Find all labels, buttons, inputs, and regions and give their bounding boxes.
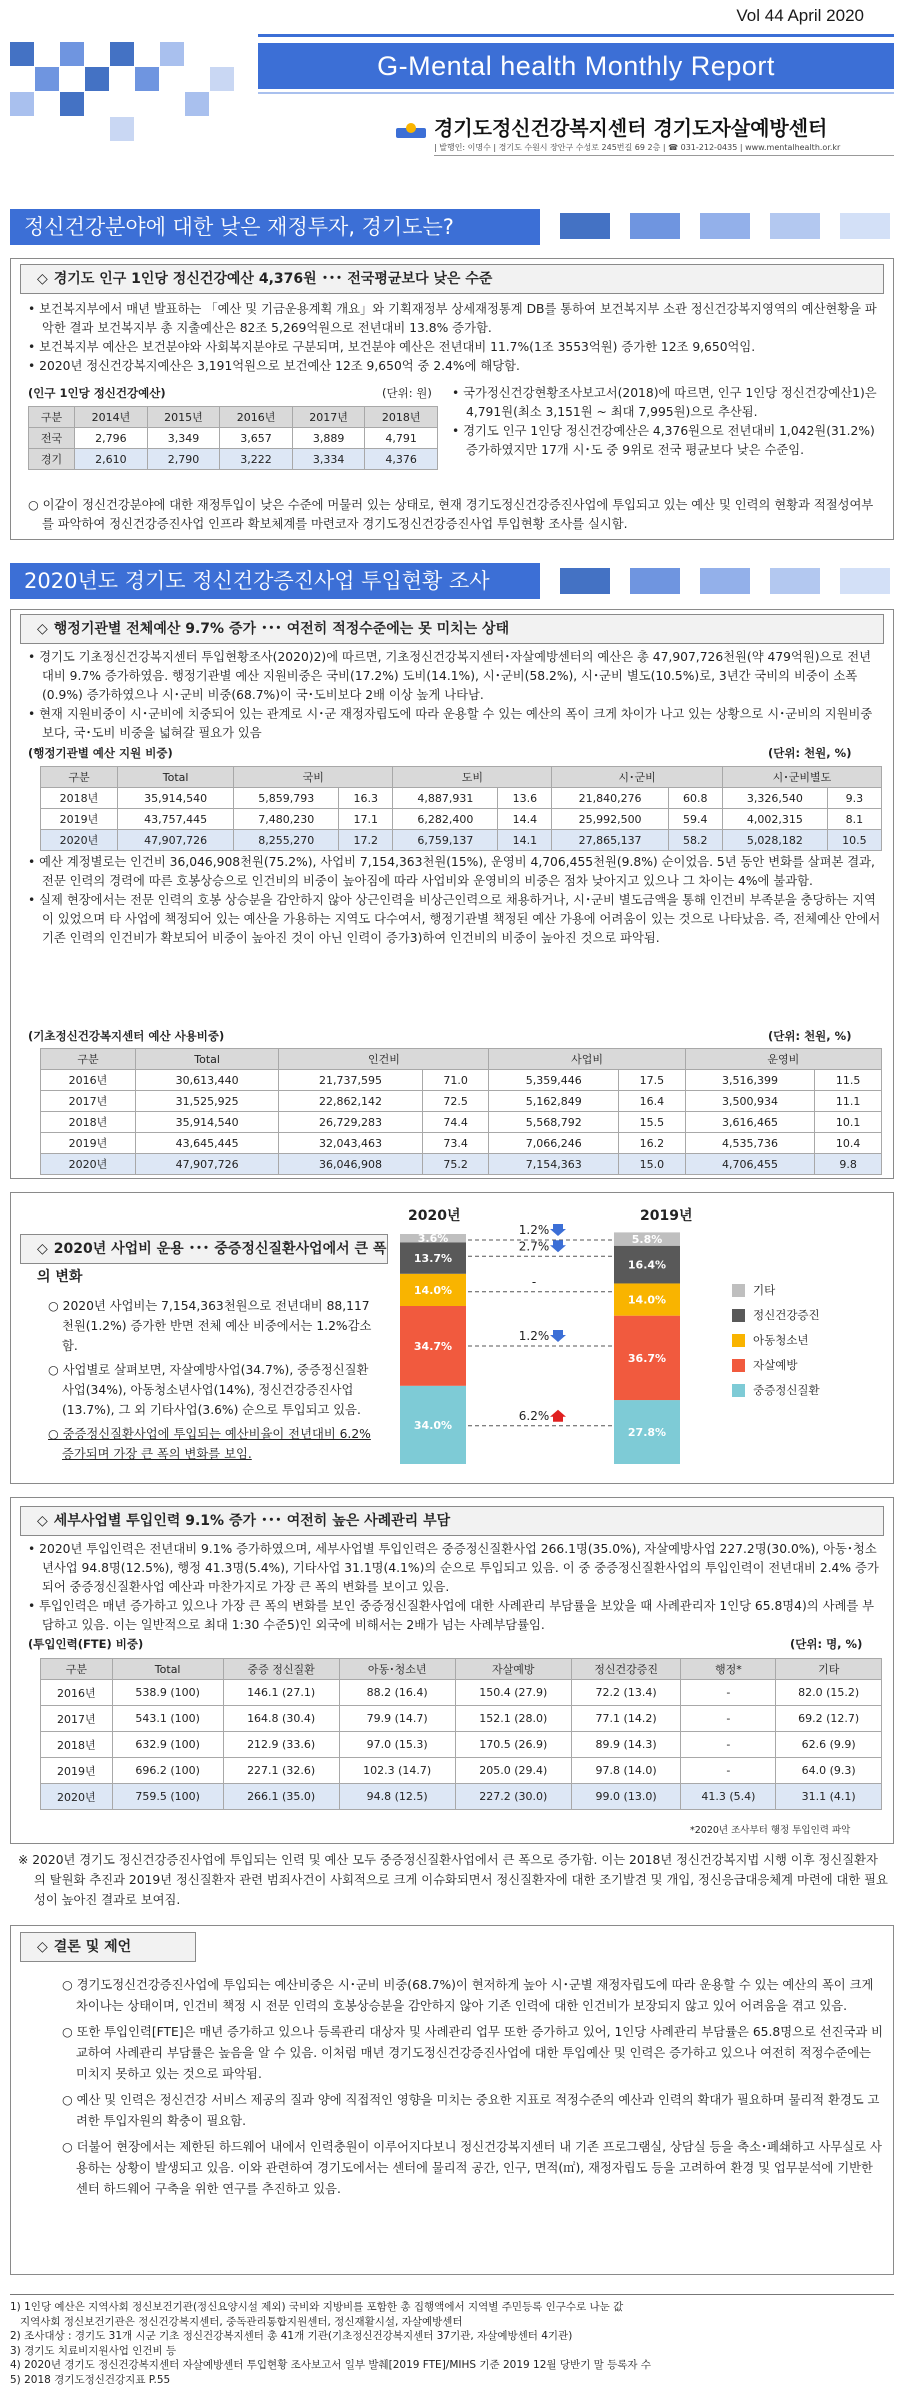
table-caption: (인구 1인당 정신건강예산)	[28, 386, 166, 400]
section-1-heading: ◇ 경기도 인구 1인당 정신건강예산 4,376원 ･･･ 전국평균보다 낮은 수준	[20, 264, 884, 294]
table-cell: 47,907,726	[117, 830, 233, 851]
footnote-divider	[10, 2294, 894, 2295]
section-3-heading: ◇ 2020년 사업비 운용 ･･･ 중증정신질환사업에서 큰 폭의 변화	[20, 1234, 388, 1264]
table-cell: -	[681, 1706, 776, 1732]
table-cell: 13.6	[498, 788, 552, 809]
table-cell: 구분	[41, 1049, 136, 1070]
table-cell: 14.4	[498, 809, 552, 830]
table-caption: (기초정신건강복지센터 예산 사용비중)	[28, 1029, 225, 1043]
section-4-heading: ◇ 세부사업별 투입인력 9.1% 증가 ･･･ 여전히 높은 사례관리 부담	[20, 1506, 884, 1536]
section-1-conclusion: ○ 이같이 정신건강분야에 대한 재정투입이 낮은 수준에 머물러 있는 상태로, 현재 경기도정신건강증진사업에 투입되고 있는 예산 및 인력의 현황과 적절성여부를 파악하여 정신건강증진사업 인프라 확보체계를 마련코자 경기도정신건강증진사업 투입현황 조사를 실시함.	[28, 498, 874, 531]
table-cell: 3,516,399	[685, 1070, 814, 1091]
table-cell: 국비	[234, 767, 393, 788]
table-cell: 2018년	[365, 407, 438, 428]
table-cell: 2,610	[75, 449, 148, 470]
section-1-right-bullets	[452, 384, 882, 460]
section-2-heading: ◇ 행정기관별 전체예산 9.7% 증가 ･･･ 여전히 적정수준에는 못 미치는 상태	[20, 614, 884, 644]
table-cell: 170.5 (26.9)	[455, 1732, 571, 1758]
table-cell: 7,480,230	[234, 809, 339, 830]
table-cell: 3,222	[220, 449, 293, 470]
table-cell: 기타	[776, 1659, 882, 1680]
table-cell: 5,359,446	[489, 1070, 618, 1091]
change-annotation: 1.2%	[518, 1223, 550, 1237]
section-4-bullets: • 2020년 투입인력은 전년대비 9.1% 증가하였으며, 세부사업별 투입인력은 중증정신질환사업 266.1명(35.0%), 자살예방사업 227.2명(30.0%), 아동･청소년사업 94.8명(12.5%), 행정 41.3명(5.4%), 기타사업 31.1명(4.1%)의 순으로 투입되고 있음. 이 중 중증정신질환사업의 투입인력이 전년대비 2.4% 증가되어 중증정신질환사업 예산과 마찬가지로 가장 큰 폭의 변화를 보이고 있음. • 투입인력은 매년 증가하고 있으나 가장 큰 폭의 변화를 보인 중증정신질환사업에 대한 사례관리 부담률을 보았을 때 사례관리자 1인당 65.8명4)의 사례를 부담하고 있음. 이는 일반적으로 최대 1:30 수준5)인 외국에 비해서는 2배가 넘는 사례부담률임.	[28, 1542, 879, 1632]
project-budget-stacked-chart	[390, 1222, 730, 1478]
table-cell: 아동･청소년	[339, 1659, 455, 1680]
table-cell: 14.1	[498, 830, 552, 851]
table-cell: 99.0 (13.0)	[571, 1784, 681, 1810]
table-cell: Total	[135, 1049, 278, 1070]
volume-date: Vol 44 April 2020	[736, 6, 864, 25]
table-cell: 9.3	[827, 788, 881, 809]
table-cell: 2018년	[41, 1112, 136, 1133]
table-cell: 3,500,934	[685, 1091, 814, 1112]
table-cell: 72.2 (13.4)	[571, 1680, 681, 1706]
table-unit: (단위: 천원, %)	[768, 1029, 852, 1043]
arrow-down-icon	[550, 1224, 566, 1236]
table-cell: 중증 정신질환	[223, 1659, 339, 1680]
footnotes: 1) 1인당 예산은 지역사회 정신보건기관(정신요양시설 제외) 국비와 지방비를 포함한 총 집행액에서 지역별 주민등록 인구수로 나눈 값 지역사회 정신보건기관은 정신건강복지센터, 중독관리통합지원센터, 정신재활시설, 자살예방센터 2) 조사대상 : 경기도 31개 시군 기초 정신건강복지센터 총 41개 기관(기초정신건강복지센터 37기관, 자살예방센터 4기관) 3) 경기도 치료비지원사업 인건비 등 4) 2020년 경기도 정신건강복지센터 자살예방센터 투입현황 조사보고서 일부 발췌[2019 FTE]/MIHS 기준 2019 12월 당반기 말 등록자 수 5) 2018 경기도정신건강지표 P.55	[10, 2301, 652, 2386]
table-cell: 구분	[41, 1659, 113, 1680]
table-cell: 58.2	[668, 830, 722, 851]
table-cell: 75.2	[422, 1154, 489, 1175]
table-cell: 운영비	[685, 1049, 881, 1070]
table-cell: 2016년	[41, 1070, 136, 1091]
table-cell: 3,889	[292, 428, 365, 449]
table-cell: 89.9 (14.3)	[571, 1732, 681, 1758]
table-cell: 36,046,908	[279, 1154, 422, 1175]
table-cell: 2018년	[41, 788, 118, 809]
table-cell: 2019년	[41, 1758, 113, 1784]
table-cell: 205.0 (29.4)	[455, 1758, 571, 1784]
table-cell: 74.4	[422, 1112, 489, 1133]
table-cell: 구분	[29, 407, 75, 428]
table-cell: 543.1 (100)	[112, 1706, 223, 1732]
table-caption: (투입인력(FTE) 비중)	[28, 1637, 144, 1651]
legend-item-promotion: 정신건강증진	[732, 1307, 820, 1323]
table-cell: 212.9 (33.6)	[223, 1732, 339, 1758]
section-5-bullets: ○ 경기도정신건강증진사업에 투입되는 예산비중은 시･군비 비중(68.7%)이 현저하게 높아 시･군별 재정자립도에 따라 운용할 수 있는 예산의 폭이 크게 차이나는 상태이며, 인건비 책정 시 전문 인력의 호봉상승분을 감안하지 않아 기존 인력에 대한 인건비가 보장되지 않고 있어 어려움을 겪고 있음. ○ 또한 투입인력[FTE]은 매년 증가하고 있으나 등록관리 대상자 및 사례관리 업무 또한 증가하고 있어, 1인당 사례관리 부담률은 65.8명으로 선진국과 비교하여 사례관리 부담률은 높음을 알 수 있음. 이처럼 매년 경기도정신건강증진사업에 대한 투입예산 및 인력은 증가하고 있으나 여전히 적정수준에는 미치지 못하고 있는 것으로 파악됨. ○ 예산 및 인력은 정신건강 서비스 제공의 질과 양에 직접적인 영향을 미치는 중요한 지표로 적정수준의 예산과 인력의 확대가 필요하며 물리적 환경도 고려한 투입자원의 확충이 필요함. ○ 더불어 현장에서는 제한된 하드웨어 내에서 인력충원이 이루어지다보니 정신건강복지센터 내 기존 프로그램실, 상담실 등을 축소･폐쇄하고 사무실로 사용하는 상황이 발생되고 있음. 이와 관련하여 경기도에서는 센터에 물리적 공간, 인구, 면적(㎡), 재정자립도 등을 고려하여 환경 및 업무분석에 기반한 센터 하드웨어 구축을 위한 연구를 추진하고 있음.	[62, 1978, 884, 2196]
table-cell: 15.5	[618, 1112, 685, 1133]
table-cell: -	[681, 1732, 776, 1758]
table-cell: 227.1 (32.6)	[223, 1758, 339, 1784]
change-annotation: -	[531, 1274, 537, 1289]
table-cell: 47,907,726	[135, 1154, 278, 1175]
table-cell: 17.5	[618, 1070, 685, 1091]
table-cell: 2016년	[220, 407, 293, 428]
table-cell: 60.8	[668, 788, 722, 809]
table-cell: 10.5	[827, 830, 881, 851]
table-cell: 97.8 (14.0)	[571, 1758, 681, 1784]
table-cell: 16.2	[618, 1133, 685, 1154]
table-cell: 82.0 (15.2)	[776, 1680, 882, 1706]
table-cell: 8.1	[827, 809, 881, 830]
table-cell: 2015년	[147, 407, 220, 428]
table-cell: 266.1 (35.0)	[223, 1784, 339, 1810]
table-unit: (단위: 원)	[382, 386, 432, 400]
table-cell: 구분	[41, 767, 118, 788]
table-cell: 62.6 (9.9)	[776, 1732, 882, 1758]
table-cell: 6,282,400	[393, 809, 498, 830]
table-cell: 6,759,137	[393, 830, 498, 851]
table-cell: 10.4	[815, 1133, 882, 1154]
table-cell: -	[681, 1680, 776, 1706]
table-cell: 59.4	[668, 809, 722, 830]
table-cell: 15.0	[618, 1154, 685, 1175]
table-cell: 27,865,137	[552, 830, 668, 851]
per-capita-budget-table	[28, 406, 438, 470]
table-cell: 696.2 (100)	[112, 1758, 223, 1784]
legend-swatch	[732, 1334, 745, 1347]
table-cell: 227.2 (30.0)	[455, 1784, 571, 1810]
table-cell: 10.1	[815, 1112, 882, 1133]
table-cell: 17.2	[339, 830, 393, 851]
bar-value-label: 5.8%	[631, 1233, 663, 1247]
bullet: • 보건복지부 예산은 보건분야와 사회복지분야로 구분되며, 보건분야 예산은 전년대비 11.7%(1조 3553억원) 증가한 12조 9,650억임.	[28, 340, 756, 354]
table-cell: 94.8 (12.5)	[339, 1784, 455, 1810]
organization-contact: | 발행인: 이명수 | 경기도 수원시 장안구 수성로 245번길 69 2층 | ☎ 031-212-0435 | www.mentalhealth.or.kr	[434, 143, 841, 152]
table-cell: 3,349	[147, 428, 220, 449]
table-cell: 43,757,445	[117, 809, 233, 830]
table-cell: 인건비	[279, 1049, 489, 1070]
bar-value-label: 13.7%	[413, 1252, 453, 1266]
table-cell: 2014년	[75, 407, 148, 428]
bar-value-label: 34.0%	[413, 1418, 453, 1432]
table-cell: 16.3	[339, 788, 393, 809]
bullet: • 경기도 인구 1인당 정신건강예산은 4,376원으로 전년대비 1,042원(31.2%) 증가하였지만 17개 시･도 중 9위로 전국 평균보다 낮은 수준임.	[452, 424, 875, 457]
section-1-bullets	[28, 300, 882, 376]
bullet: • 보건복지부에서 매년 발표하는 「예산 및 기금운용계획 개요」와 기획재정부 상세재정통계 DB를 통하여 보건복지부 소관 정신건강복지영역의 예산현황을 파악한 결과 보건복지부 총 지출예산은 82조 5,269억원으로 전년대비 13.8% 증가함.	[28, 302, 877, 335]
table-cell: 7,066,246	[489, 1133, 618, 1154]
table-cell: 30,613,440	[135, 1070, 278, 1091]
header-title-underline	[258, 92, 894, 94]
table-cell: 72.5	[422, 1091, 489, 1112]
table-cell: 759.5 (100)	[112, 1784, 223, 1810]
table-cell: 2018년	[41, 1732, 113, 1758]
organization-name: 경기도정신건강복지센터 경기도자살예방센터	[434, 116, 828, 140]
table-cell: 16.4	[618, 1091, 685, 1112]
table-cell: 632.9 (100)	[112, 1732, 223, 1758]
section-2-bullets-2: • 예산 계정별로는 인건비 36,046,908천원(75.2%), 사업비 7,154,363천원(15%), 운영비 4,706,455천원(9.8%) 순이었음. 5년 동안 변화를 살펴본 결과, 전문 인력의 경력에 따른 호봉상승으로 인건비의 비중이 높아짐에 따라 사업비와 운영비의 비중은 점차 낮아지고 있으나 그 차이는 4%에 불과함. • 실제 현장에서는 전문 인력의 호봉 상승분을 감안하지 않아 상근인력을 비상근인력으로 채용하거나, 시･군비 별도금액을 통해 인건비 부족분을 충당하는 지역이 있었으며 타 사업에 책정되어 있는 예산을 가용하는 지역도 다수여서, 행정기관별 책정된 예산 가용에 어려움이 있는 것으로 나타났음. 즉, 전체예산 안에서 기존 인력의 인건비가 확보되어 비중이 높아진 것이 아닌 인력이 증가3)하여 인건비의 비중이 높아진 것으로 파악됨.	[28, 855, 881, 945]
chart-cat-label-2019: 2019년	[640, 1208, 693, 1224]
legend-swatch	[732, 1309, 745, 1322]
table-cell: 79.9 (14.7)	[339, 1706, 455, 1732]
bullet: • 2020년 정신건강복지예산은 3,191억원으로 보건예산 12조 9,650억 중 2.4%에 해당함.	[28, 359, 520, 373]
legend-swatch	[732, 1284, 745, 1297]
bar-value-label: 14.0%	[413, 1283, 453, 1297]
table-cell: 11.1	[815, 1091, 882, 1112]
table-cell: 31,525,925	[135, 1091, 278, 1112]
table-cell: 69.2 (12.7)	[776, 1706, 882, 1732]
table-cell: Total	[117, 767, 233, 788]
table-cell: 146.1 (27.1)	[223, 1680, 339, 1706]
table-note: *2020년 조사부터 행정 투입인력 파악	[690, 1825, 851, 1836]
arrow-down-icon	[550, 1240, 566, 1252]
table-cell: 8,255,270	[234, 830, 339, 851]
table-cell: 2017년	[41, 1706, 113, 1732]
center-logo-icon	[394, 120, 428, 142]
table-cell: 11.5	[815, 1070, 882, 1091]
table-cell: 3,657	[220, 428, 293, 449]
table-cell: 정신건강증진	[571, 1659, 681, 1680]
table-cell: Total	[112, 1659, 223, 1680]
section-title-1: 정신건강분야에 대한 낮은 재정투자, 경기도는?	[10, 209, 540, 245]
legend-item-etc: 기타	[732, 1282, 775, 1298]
table-cell: 21,737,595	[279, 1070, 422, 1091]
table-cell: 32,043,463	[279, 1133, 422, 1154]
table-cell: 전국	[29, 428, 75, 449]
table-cell: 31.1 (4.1)	[776, 1784, 882, 1810]
chart-cat-label-2020: 2020년	[408, 1208, 461, 1224]
summary-note: ※ 2020년 경기도 정신건강증진사업에 투입되는 인력 및 예산 모두 중증정신질환사업에서 큰 폭으로 증가함. 이는 2018년 정신건강복지법 시행 이후 정신질환자의 탈원화 추진과 2019년 정신질환자 관련 범죄사건이 사회적으로 크게 이슈화되면서 정신질환자에 대한 조기발견 및 개입, 정신응급대응체계 마련에 대한 필요성이 높아진 결과로 보여짐.	[18, 1853, 888, 1907]
table-cell: 2020년	[41, 830, 118, 851]
change-annotation: 1.2%	[518, 1328, 550, 1343]
table-cell: 2020년	[41, 1154, 136, 1175]
table-cell: 77.1 (14.2)	[571, 1706, 681, 1732]
table-cell: 5,162,849	[489, 1091, 618, 1112]
table-cell: 88.2 (16.4)	[339, 1680, 455, 1706]
table-cell: 25,992,500	[552, 809, 668, 830]
table-cell: 26,729,283	[279, 1112, 422, 1133]
table-cell: 73.4	[422, 1133, 489, 1154]
agency-budget-table	[40, 766, 882, 851]
report-title: G-Mental health Monthly Report	[258, 43, 894, 89]
table-cell: 2019년	[41, 809, 118, 830]
table-cell: 43,645,445	[135, 1133, 278, 1154]
table-cell: 경기	[29, 449, 75, 470]
table-cell: 2019년	[41, 1133, 136, 1154]
budget-usage-table	[40, 1048, 882, 1175]
table-cell: 538.9 (100)	[112, 1680, 223, 1706]
table-cell: 5,859,793	[234, 788, 339, 809]
table-cell: 4,535,736	[685, 1133, 814, 1154]
table-caption: (행정기관별 예산 지원 비중)	[28, 746, 173, 760]
bullet: • 국가정신건강현황조사보고서(2018)에 따르면, 인구 1인당 정신건강예산1)은 4,791원(최소 3,151원 ~ 최대 7,995원)으로 추산됨.	[452, 386, 877, 419]
table-cell: 도비	[393, 767, 552, 788]
table-cell: 3,326,540	[722, 788, 827, 809]
table-cell: 2017년	[41, 1091, 136, 1112]
header-bottom-line	[434, 155, 894, 156]
bar-value-label: 36.7%	[627, 1351, 667, 1365]
header-top-line	[258, 34, 894, 37]
table-cell: 35,914,540	[117, 788, 233, 809]
table-cell: 41.3 (5.4)	[681, 1784, 776, 1810]
table-cell: 22,862,142	[279, 1091, 422, 1112]
table-cell: 4,002,315	[722, 809, 827, 830]
table-cell: 5,028,182	[722, 830, 827, 851]
table-cell: 9.8	[815, 1154, 882, 1175]
table-cell: 자살예방	[455, 1659, 571, 1680]
bar-value-label: 27.8%	[627, 1426, 667, 1440]
table-cell: 3,616,465	[685, 1112, 814, 1133]
legend-swatch	[732, 1359, 745, 1372]
table-cell: 4,791	[365, 428, 438, 449]
table-cell: 35,914,540	[135, 1112, 278, 1133]
fte-staff-table	[40, 1658, 882, 1810]
table-unit: (단위: 명, %)	[790, 1637, 863, 1651]
change-annotation: 6.2%	[518, 1408, 550, 1423]
table-cell: 152.1 (28.0)	[455, 1706, 571, 1732]
legend-swatch	[732, 1384, 745, 1397]
table-cell: 5,568,792	[489, 1112, 618, 1133]
table-cell: 4,887,931	[393, 788, 498, 809]
table-cell: 71.0	[422, 1070, 489, 1091]
table-cell: 2017년	[292, 407, 365, 428]
table-cell: 7,154,363	[489, 1154, 618, 1175]
table-cell: 2,790	[147, 449, 220, 470]
bar-value-label: 16.4%	[627, 1258, 667, 1272]
bar-value-label: 34.7%	[413, 1339, 453, 1353]
section-5-heading: ◇ 결론 및 제언	[20, 1932, 196, 1962]
arrow-up-icon	[550, 1410, 566, 1422]
section-title-2: 2020년도 경기도 정신건강증진사업 투입현황 조사	[10, 563, 540, 599]
table-cell: 4,706,455	[685, 1154, 814, 1175]
table-cell: 2020년	[41, 1784, 113, 1810]
change-annotation: 2.7%	[518, 1239, 550, 1254]
table-cell: 17.1	[339, 809, 393, 830]
table-cell: 164.8 (30.4)	[223, 1706, 339, 1732]
legend-item-youth: 아동청소년	[732, 1332, 809, 1348]
table-cell: 시･군비별도	[722, 767, 881, 788]
legend-item-suicide: 자살예방	[732, 1357, 797, 1373]
table-cell: 64.0 (9.3)	[776, 1758, 882, 1784]
table-cell: 102.3 (14.7)	[339, 1758, 455, 1784]
bar-value-label: 3.6%	[417, 1232, 449, 1246]
bar-value-label: 14.0%	[627, 1293, 667, 1307]
table-cell: 시･군비	[552, 767, 722, 788]
table-cell: 사업비	[489, 1049, 685, 1070]
section-3-bullets: ○ 2020년 사업비는 7,154,363천원으로 전년대비 88,117천원(1.2%) 증가한 반면 전체 예산 비중에서는 1.2%감소함. ○ 사업별로 살펴보면, 자살예방사업(34.7%), 중증정신질환사업(34%), 아동청소년사업(14%), 정신건강증진사업(13.7%), 그 외 기타사업(3.6%) 순으로 투입되고 있음. ○ 중증정신질환사업에 투입되는 예산비율이 전년대비 6.2% 증가되며 가장 큰 폭의 변화를 보임.	[48, 1299, 372, 1461]
section-2-bullets: • 경기도 기초정신건강복지센터 투입현황조사(2020)2)에 따르면, 기초정신건강복지센터･자살예방센터의 예산은 총 47,907,726천원(약 479억원)으로 전년대비 9.7% 증가하였음. 행정기관별 예산 지원비중은 국비(17.2%) 도비(14.1%), 시･군비(58.2%), 시･군비 별도(10.5%)로, 3년간 국비의 비중이 소폭(0.9%) 증가하였으나 시･군비 비중(68.7%)이 국･도비보다 2배 이상 높게 나타남. • 현재 지원비중이 시･군비에 치중되어 있는 관계로 시･군 재정자립도에 따라 운용할 수 있는 예산의 폭이 크게 차이가 나고 있는 상황으로 시･군비의 지원비중보다, 국･도비 비중을 넓혀갈 필요가 있음	[28, 650, 873, 740]
table-cell: 97.0 (15.3)	[339, 1732, 455, 1758]
table-cell: 21,840,276	[552, 788, 668, 809]
table-cell: 150.4 (27.9)	[455, 1680, 571, 1706]
table-cell: 2,796	[75, 428, 148, 449]
arrow-down-icon	[550, 1330, 566, 1342]
table-cell: -	[681, 1758, 776, 1784]
table-cell: 행정*	[681, 1659, 776, 1680]
table-unit: (단위: 천원, %)	[768, 746, 852, 760]
table-cell: 3,334	[292, 449, 365, 470]
legend-item-severe: 중증정신질환	[732, 1382, 820, 1398]
table-cell: 4,376	[365, 449, 438, 470]
table-cell: 2016년	[41, 1680, 113, 1706]
